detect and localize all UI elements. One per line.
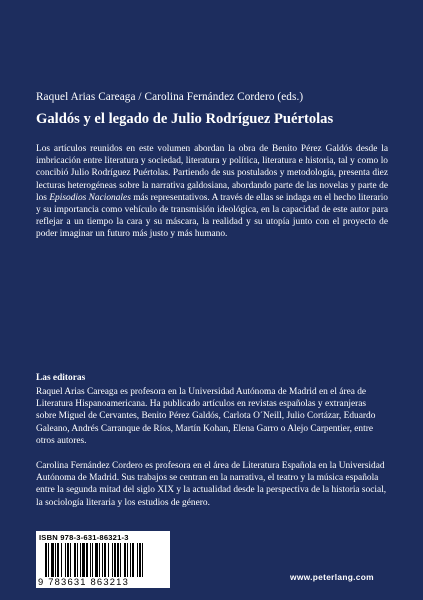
blurb-italic-title: Episodios Nacionales — [49, 192, 131, 203]
isbn-barcode-box — [36, 531, 170, 588]
editors-line: Raquel Arias Careaga / Carolina Fernández Cordero (eds.) — [36, 91, 304, 103]
editor-bio-1: Raquel Arias Careaga es profesora en la Universidad Autónoma de Madrid en el área de Literatura Hispanoamericana. Ha publicado artículos en revistas españolas y extranjeras sobre Miguel de Cervantes, Benito Pérez Galdós, Carlota O´Neill, Julio Cortázar, Eduardo Galeano, Andrés Carranque de Ríos, Martín Kohan, Elena Garro o Alejo Carpentier, entre otros autores. — [36, 387, 376, 446]
blurb-text-2: más representativos. A través de ellas se indaga en el hecho literario y su importancia como vehículo de transmisión ideológica, en la capacidad de este autor para reflejar a un tiempo la cara y su máscara, la realidad y su utopía junto con el proyecto de poder imaginar un futuro más justo y más humano. — [36, 192, 388, 240]
barcode-digits: 9 783631 863213 — [38, 576, 129, 587]
editor-bio-2: Carolina Fernández Cordero es profesora en el área de Literatura Española en la Universidad Autónoma de Madrid. Sus trabajos se centran en la narrativa, el teatro y la música española entre la segunda mitad del siglo XIX y la actualidad desde la perspectiva de la historia social, la sociología literaria y los estudios de género. — [36, 461, 387, 508]
blurb-text-1: Los artículos reunidos en este volumen abordan la obra de Benito Pérez Galdós desde la imbricación entre literatura y sociedad, literatura y política, literatura e historia, tal y como lo concibió Julio Rodríguez Puértolas. Partiendo de sus postulados y metodología, presenta diez lecturas heterogéneas sobre la narrativa galdosiana, abordando parte de las novelas y parte de los — [36, 144, 388, 203]
blurb — [36, 143, 388, 241]
publisher-website: www.peterlang.com — [290, 572, 374, 582]
editors-heading: Las editoras — [36, 373, 86, 383]
isbn-text: ISBN 978-3-631-86321-3 — [39, 533, 129, 542]
barcode-icon — [45, 543, 165, 577]
book-title: Galdós y el legado de Julio Rodríguez Puértolas — [36, 111, 334, 127]
